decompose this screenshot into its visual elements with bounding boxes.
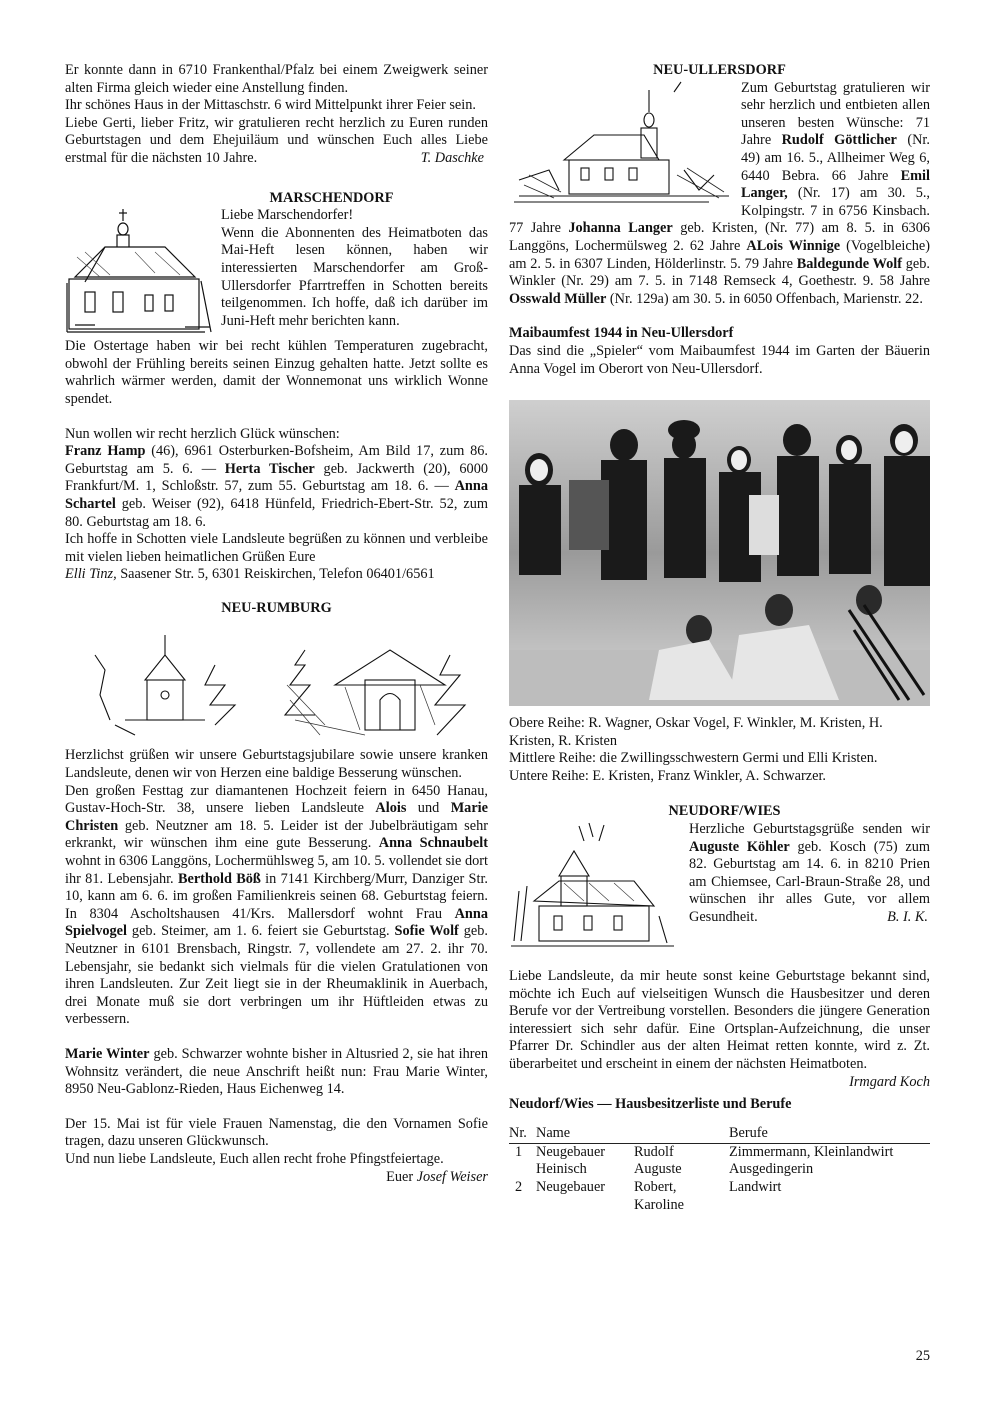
nr-text-e: in 7141 Kirchberg/Murr, Danziger Str. 10, kann am 6. 6. im großen Familienkreis seinen 68. Geburtstag feiern. In 8304 Ascholtshausen 41/Krs. Mallersdorf wohnt Frau xyxy=(65,870,488,922)
cell-lastname: Heinisch xyxy=(536,1161,587,1178)
marschendorf-paragraph-3: Nun wollen wir recht herzlich Glück wünschen: xyxy=(65,425,340,442)
table-row xyxy=(509,1179,930,1197)
cell-lastname xyxy=(536,1197,634,1215)
neuullersdorf-church-drawing xyxy=(509,80,731,207)
signature-address: Saasener Str. 5, 6301 Reiskirchen, Telefon 06401/6561 xyxy=(116,566,435,583)
photo-caption-1: Obere Reihe: R. Wagner, Oskar Vogel, F. Winkler, M. Kristen, H. Kristen, R. Kristen xyxy=(509,715,883,749)
cell-firstname: Robert, xyxy=(634,1179,677,1195)
nu-t7: (Nr. 129a) am 30. 5. in 6050 Offenbach, Marienstr. 22. xyxy=(606,290,923,307)
intro-paragraph-1: Er konnte dann in 6710 Frankenthal/Pfalz bei einem Zweigwerk seiner alten Firma gleich wieder eine Anstellung finden. xyxy=(65,62,488,96)
name-johanna-langer: Johanna Langer xyxy=(568,220,673,237)
cell-nr xyxy=(509,1197,536,1215)
right-column xyxy=(509,62,930,1214)
nu-t5: (Vogelbleiche) am 2. 5. in 6307 Linden, Hölderlinstr. 5. 79 Jahre xyxy=(509,237,930,272)
nd-t1: Herzliche Geburtstagsgrüße senden wir xyxy=(689,821,930,838)
nr-text-b: und xyxy=(406,800,451,817)
schartel-text: geb. Weiser (92), 6418 Hünfeld, Friedrich-Ebert-Str. 52, zum 80. Geburtstag am 18. 6. xyxy=(65,495,488,530)
maibaum-text: Das sind die „Spieler“ vom Maibaumfest 1944 im Garten der Bäuerin Anna Vogel im Oberort von Neu-Ullersdorf. xyxy=(509,342,930,377)
cell-firstname: Rudolf xyxy=(634,1143,674,1160)
hamp-text: (46), 6961 Osterburken-Bofsheim, Am Bild 17, zum 86. Geburtstag am 5. 6. — xyxy=(65,443,488,477)
maibaum-heading: Maibaumfest 1944 in Neu-Ullersdorf xyxy=(509,325,734,342)
nr-text-d: wohnt in 6306 Langgöns, Lochermühlsweg 5, am 10. 5. vollendet sie dort ihr 81. Lebensjahr. xyxy=(65,853,488,887)
intro-signature: T. Daschke xyxy=(420,149,484,166)
nr-text-c: geb. Neutzner am 18. 5. Leider ist der Jubelbräutigam sehr erkrankt, wir wünschen ihm eine gute Besserung. xyxy=(65,817,488,852)
table-heading: Neudorf/Wies — Hausbesitzerliste und Berufe xyxy=(509,1095,792,1112)
name-franz-hamp: Franz Hamp xyxy=(65,443,146,460)
cell-lastname: Neugebauer xyxy=(536,1143,606,1160)
left-column xyxy=(65,62,488,1186)
neurumburg-heading: NEU-RUMBURG xyxy=(221,599,332,616)
name-rudolf-goettlicher: Rudolf Göttlicher xyxy=(781,132,897,149)
nu-t2: (Nr. 49) am 16. 5., Allheimer Weg 6, 6440 Bebra. 66 Jahre xyxy=(741,132,930,184)
cell-nr: 2 xyxy=(515,1179,523,1195)
cell-nr xyxy=(509,1161,536,1179)
neudorf-signature-1: B. I. K. xyxy=(887,909,928,926)
name-baldegunde-wolf: Baldegunde Wolf xyxy=(796,255,902,272)
name-osswald-mueller: Osswald Müller xyxy=(509,290,607,307)
neurumburg-signature xyxy=(386,1169,488,1187)
neudorf-church-drawing xyxy=(509,821,679,954)
name-herta-tischer: Herta Tischer xyxy=(224,460,315,477)
nu-t4: geb. Kristen, (Nr. 77) am 8. 5. in 6306 Langgöns, Lochermülsweg 2. 62 Jahre xyxy=(509,220,930,254)
table-row xyxy=(509,1197,930,1215)
marschendorf-heading: MARSCHENDORF xyxy=(269,189,394,206)
cell-beruf: Zimmermann, Kleinlandwirt xyxy=(729,1143,894,1160)
neurumburg-paragraph-4: Der 15. Mai ist für viele Frauen Namenstag, die den Vornamen Sofie tragen, dazu unseren Glückwunsch. xyxy=(65,1115,488,1150)
winter-text: geb. Schwarzer wohnte bisher in Altusried 2, sie hat ihren Wohnsitz verändert, die neue Anschrift heißt nun: Frau Marie Winter, 8950 Neu-Gablonz-Rieden, Haus Eichenweg 14. xyxy=(65,1045,488,1098)
photo-caption-2: Mittlere Reihe: die Zwillingsschwestern Germi und Elli Kristen. xyxy=(509,750,878,767)
cell-lastname: Neugebauer xyxy=(536,1179,606,1195)
name-emil-langer: Emil Langer, xyxy=(741,167,930,202)
nu-t3: (Nr. 17) am 30. 5., Kolpingstr. 7 in 6756 Kinsbach. 77 Jahre xyxy=(509,185,930,237)
cell-firstname: Karoline xyxy=(634,1196,685,1213)
nd-p2-text: Liebe Landsleute, da mir heute sonst keine Geburtstage bekannt sind, möchte ich Euch auf vielseitigen Wunsch die Hausbesitzer und deren Berufe vor der Vertreibung vorstellen. Besonders die jüngere Generation interessiert sich sehr dafür. Eine Ortsplan-Aufzeichnung, die unser Pfarrer Dr. Schindler aus der alten Heimat retten konnte, wird z. Zt. überarbeitet und erscheint in einem der nächsten Heimatboten. xyxy=(509,968,930,1073)
table-header-row xyxy=(509,1125,930,1143)
photo-caption-3: Untere Reihe: E. Kristen, Franz Winkler, A. Schwarzer. xyxy=(509,767,826,784)
nu-t1: Zum Geburtstag gratulieren wir sehr herzlich und entbieten allen unseren besten Wünsche: 71 Jahre xyxy=(741,79,930,149)
name-berthold-boess: Berthold Böß xyxy=(177,870,261,887)
nu-t6: geb. Winkler (Nr. 29) am 7. 5. in 7148 Remseck 4, Goethestr. 9. 58 Jahre xyxy=(509,255,930,290)
neudorf-paragraph-2 xyxy=(509,968,930,1090)
house-owner-table xyxy=(509,1125,930,1214)
name-auguste-koehler: Auguste Köhler xyxy=(689,838,790,855)
signature-elli-tinz: Elli Tinz, xyxy=(65,566,117,583)
name-marie-christen: Marie Christen xyxy=(65,800,488,834)
intro-paragraph-3-text: Liebe Gerti, lieber Fritz, wir gratulieren recht herzlich zu Euren runden Geburtstagen und dem Ehejuiläum und wünschen Euch alles Liebe erstmal für die nächsten 10 Jahre. xyxy=(65,114,488,166)
neurumburg-paragraph-5 xyxy=(65,1150,488,1185)
marschendorf-greeting: Liebe Marschendorfer! xyxy=(221,207,354,224)
sig-pre: Euer xyxy=(386,1168,417,1185)
nd-t2: geb. Kosch (75) zum 82. Geburtstag am 14. 6. in 8210 Prien am Chiemsee, Carl-Braun-Straße 28, und wünschen ihr alles Gute, vor allem Gesundheit. xyxy=(689,838,930,926)
neudorf-heading: NEUDORF/WIES xyxy=(668,803,781,820)
page-number: 25 xyxy=(915,1348,930,1364)
name-anna-schartel: Anna Schartel xyxy=(65,478,488,512)
cell-beruf: Landwirt xyxy=(729,1179,782,1195)
marschendorf-paragraph-2: Die Ostertage haben wir bei recht kühlen Temperaturen zugebracht, obwohl der Frühling bereits seinen Einzug gehalten hatte. Jetzt sollte es wahrlich wärmer werden, damit der Wonnemonat uns wirklich Wonne spendet. xyxy=(65,338,488,407)
neurumburg-paragraph-2 xyxy=(65,783,488,1029)
name-alois-winnige: ALois Winnige xyxy=(746,237,841,254)
name-marie-winter: Marie Winter xyxy=(65,1045,150,1062)
cell-beruf: Ausgedingerin xyxy=(729,1161,814,1178)
cell-nr: 1 xyxy=(515,1143,523,1160)
marschendorf-paragraph-4: Ich hoffe in Schotten viele Landsleute begrüßen zu können und verbleibe mit vielen lieben heimatlichen Grüßen Eure xyxy=(65,531,488,565)
nr-text-g: geb. Neutzner in 6101 Brensbach, Ringstr. 7, vollendete am 27. 2. ihr 70. Lebensjahr, sie bedankt sich vielmals für die vielen Gratulationen von ihren Landsleuten. Zur Zeit liegt sie in der Rheumaklinik in Auerbach, drei Monate muß sie dort verbringen um ihr Hüftleiden etwas zu verbessern. xyxy=(65,923,488,1028)
th-nr: Nr. xyxy=(509,1125,536,1143)
th-name: Name xyxy=(536,1125,729,1143)
neuullersdorf-heading: NEU-ULLERSDORF xyxy=(653,62,786,78)
intro-paragraph-3 xyxy=(65,115,488,168)
table-row xyxy=(509,1143,930,1161)
marschendorf-church-drawing xyxy=(65,207,213,338)
sig-josef-weiser: Josef Weiser xyxy=(416,1168,488,1185)
cell-beruf xyxy=(729,1197,930,1215)
name-anna-spielvogel: Anna Spielvogel xyxy=(65,905,488,940)
name-anna-schnaubelt: Anna Schnaubelt xyxy=(378,835,488,852)
maibaum-group-photo xyxy=(509,400,930,706)
marschendorf-birthdays xyxy=(65,443,488,531)
nr-text-f: geb. Steimer, am 1. 6. feiert sie Geburtstag. xyxy=(126,923,395,940)
neudorf-signature-2: Irmgard Koch xyxy=(849,1073,930,1090)
tischer-text: geb. Jackwerth (20), 6000 Frankfurt/M. 1, Schloßstr. 57, zum 55. Geburtstag am 18. 6. — xyxy=(65,460,488,495)
th-beruf: Berufe xyxy=(729,1125,930,1143)
marschendorf-paragraph-1: Wenn die Abonnenten des Heimatboten das Mai-Heft lesen können, haben wir interessierten Marschendorfer am Groß-Ullersdorfer Pfarrtreffen in Schotten bereits teilgenommen. Ich hoffe, daß ich darüber im Juni-Heft mehr berichten kann. xyxy=(221,224,488,329)
nr-text-a: Den großen Festtag zur diamantenen Hochzeit feiern in 6450 Hanau, Gustav-Hoch-Str. 38, unsere lieben Landsleute xyxy=(65,782,488,817)
neurumburg-paragraph-3 xyxy=(65,1046,488,1099)
pfingsten-text: Und nun liebe Landsleute, Euch allen recht frohe Pfingstfeiertage. xyxy=(65,1150,444,1167)
intro-paragraph-2: Ihr schönes Haus in der Mittaschstr. 6 wird Mittelpunkt ihrer Feier sein. xyxy=(65,97,476,114)
name-sofie-wolf: Sofie Wolf xyxy=(394,923,459,940)
cell-firstname: Auguste xyxy=(634,1161,682,1178)
neurumburg-paragraph-1: Herzlichst grüßen wir unsere Geburtstagsjubilare sowie unsere kranken Landsleute, denen wir von Herzen eine baldige Besserung wünschen. xyxy=(65,747,488,782)
table-row xyxy=(509,1161,930,1179)
neurumburg-drawings xyxy=(65,625,488,747)
name-alois: Alois xyxy=(375,800,407,817)
marschendorf-signature xyxy=(65,566,488,584)
